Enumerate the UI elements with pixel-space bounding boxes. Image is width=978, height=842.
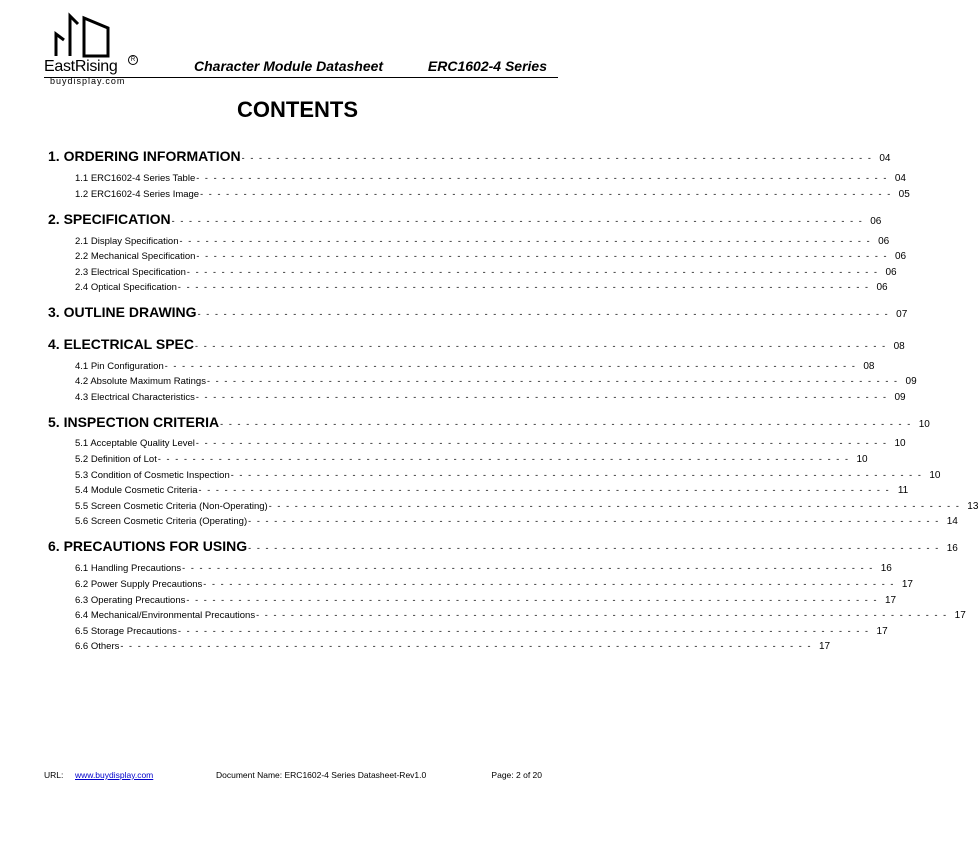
toc-page: 04 xyxy=(879,153,891,164)
toc-leader: - - - - - - - - - - - - - - - - - - - - - - - - - - - - - - - - - - - - - - - - - - - - - - - - - - - - - - - - - - - - - - - - - - - - - - - - - - - - - - - - xyxy=(157,454,850,464)
toc-leader: - - - - - - - - - - - - - - - - - - - - - - - - - - - - - - - - - - - - - - - - - - - - - - - - - - - - - - - - - - - - - - - - - - - - - - - - - - - - - - - - xyxy=(256,610,948,620)
toc-entry[interactable] xyxy=(48,211,882,227)
toc-page: 17 xyxy=(876,626,888,637)
toc-label: 4.1 Pin Configuration xyxy=(75,361,164,372)
registered-mark-icon: R xyxy=(128,55,138,65)
toc-label: 6.4 Mechanical/Environmental Precautions xyxy=(75,610,256,621)
toc-entry[interactable] xyxy=(75,563,892,574)
footer-page-number: Page: 2 of 20 xyxy=(491,770,542,780)
toc-page: 06 xyxy=(894,251,907,262)
toc-page: 17 xyxy=(954,610,966,621)
toc-label: 1.1 ERC1602-4 Series Table xyxy=(75,173,196,184)
toc-entry[interactable] xyxy=(75,579,913,590)
toc-entry[interactable] xyxy=(75,610,966,621)
toc-page: 11 xyxy=(897,485,909,496)
toc-label: 5.1 Acceptable Quality Level xyxy=(75,438,195,449)
toc-label: 6.2 Power Supply Precautions xyxy=(75,579,203,590)
toc-entry[interactable] xyxy=(75,485,909,496)
toc-page: 10 xyxy=(918,419,930,430)
toc-page: 17 xyxy=(818,641,831,652)
toc-label: 2.3 Electrical Specification xyxy=(75,267,186,278)
eastrising-logo-mark-icon xyxy=(52,12,112,62)
toc-label: 1.2 ERC1602-4 Series Image xyxy=(75,189,200,200)
page-header xyxy=(44,12,557,86)
footer-url-label: URL: xyxy=(44,770,64,780)
toc-page: 06 xyxy=(878,236,890,247)
toc-leader: - - - - - - - - - - - - - - - - - - - - - - - - - - - - - - - - - - - - - - - - - - - - - - - - - - - - - - - - - - - - - - - - - - - - - - - - - - - - - - - - xyxy=(268,501,961,511)
toc-page: 16 xyxy=(946,543,958,554)
toc-entry[interactable] xyxy=(75,189,910,200)
toc-entry[interactable] xyxy=(75,173,906,184)
toc-leader: - - - - - - - - - - - - - - - - - - - - - - - - - - - - - - - - - - - - - - - - - - - - - - - - - - - - - - - - - - - - - - - - - - - - - - - - - - - - - - - - xyxy=(171,216,864,226)
toc-page: 06 xyxy=(876,282,888,293)
toc-leader: - - - - - - - - - - - - - - - - - - - - - - - - - - - - - - - - - - - - - - - - - - - - - - - - - - - - - - - - - - - - - - - - - - - - - - - - - - - - - - - - xyxy=(196,173,888,183)
toc-entry[interactable] xyxy=(75,361,875,372)
toc-leader: - - - - - - - - - - - - - - - - - - - - - - - - - - - - - - - - - - - - - - - - - - - - - - - - - - - - - - - - - - - - - - - - - - - - - - - - - - - - - - - - xyxy=(177,626,870,636)
toc-label: 6.6 Others xyxy=(75,641,120,652)
toc-page: 05 xyxy=(898,189,910,200)
toc-label: 5.2 Definition of Lot xyxy=(75,454,157,465)
toc-label: 5.5 Screen Cosmetic Criteria (Non-Operating) xyxy=(75,501,268,512)
logo-wordmark: EastRising xyxy=(44,58,118,75)
toc-label: 3. OUTLINE DRAWING xyxy=(48,304,197,320)
toc-leader: - - - - - - - - - - - - - - - - - - - - - - - - - - - - - - - - - - - - - - - - - - - - - - - - - - - - - - - - - - - - - - - - - - - - - - - - - - - - - - - - xyxy=(220,419,912,429)
toc-leader: - - - - - - - - - - - - - - - - - - - - - - - - - - - - - - - - - - - - - - - - - - - - - - - - - - - - - - - - - - - - - - - - - - - - - - - - - - - - - - - - xyxy=(196,251,889,261)
eastrising-logo xyxy=(44,12,154,86)
toc-leader: - - - - - - - - - - - - - - - - - - - - - - - - - - - - - - - - - - - - - - - - - - - - - - - - - - - - - - - - - - - - - - - - - - - - - - - - - xyxy=(241,153,873,163)
toc-leader: - - - - - - - - - - - - - - - - - - - - - - - - - - - - - - - - - - - - - - - - - - - - - - - - - - - - - - - - - - - - - - - - - - - - - - - - - - - - - - - - xyxy=(177,282,870,292)
toc-entry[interactable] xyxy=(75,282,888,293)
toc-entry[interactable] xyxy=(75,236,890,247)
toc-page: 14 xyxy=(946,516,958,527)
toc-entry[interactable] xyxy=(75,470,941,481)
toc-page: 08 xyxy=(863,361,875,372)
toc-label: 6.1 Handling Precautions xyxy=(75,563,182,574)
toc-leader: - - - - - - - - - - - - - - - - - - - - - - - - - - - - - - - - - - - - - - - - - - - - - - - - - - - - - - - - - - - - - - - - - - - - - - - - - - - - - - - - xyxy=(164,361,857,371)
toc-label: 4. ELECTRICAL SPEC xyxy=(48,336,194,352)
toc-label: 2.2 Mechanical Specification xyxy=(75,251,196,262)
toc-leader: - - - - - - - - - - - - - - - - - - - - - - - - - - - - - - - - - - - - - - - - - - - - - - - - - - - - - - - - - - - - - - - - - - - - - - - - - - - - - - - - xyxy=(230,470,923,480)
toc-leader: - - - - - - - - - - - - - - - - - - - - - - - - - - - - - - - - - - - - - - - - - - - - - - - - - - - - - - - - - - - - - - - - - - - - - - - - - - - - - - - - xyxy=(206,376,899,386)
toc-entry[interactable] xyxy=(75,516,958,527)
toc-entry[interactable] xyxy=(75,251,907,262)
toc-leader: - - - - - - - - - - - - - - - - - - - - - - - - - - - - - - - - - - - - - - - - - - - - - - - - - - - - - - - - - - - - - - - - - - - - - - - - - - - - - - - - xyxy=(197,309,890,319)
toc-leader: - - - - - - - - - - - - - - - - - - - - - - - - - - - - - - - - - - - - - - - - - - - - - - - - - - - - - - - - - - - - - - - - - - - - - - - - - - - - - - - - xyxy=(120,641,813,651)
toc-page: 09 xyxy=(894,392,906,403)
toc-entry[interactable] xyxy=(75,626,888,637)
toc-label: 2.4 Optical Specification xyxy=(75,282,177,293)
toc-page: 16 xyxy=(880,563,892,574)
toc-leader: - - - - - - - - - - - - - - - - - - - - - - - - - - - - - - - - - - - - - - - - - - - - - - - - - - - - - - - - - - - - - - - - - - - - - - - - - - - - - - - - xyxy=(186,595,879,605)
toc-page: 08 xyxy=(893,341,905,352)
toc-label: 5.4 Module Cosmetic Criteria xyxy=(75,485,198,496)
toc-leader: - - - - - - - - - - - - - - - - - - - - - - - - - - - - - - - - - - - - - - - - - - - - - - - - - - - - - - - - - - - - - - - - - - - - - - - - - - - - - - - - xyxy=(186,267,879,277)
toc-entry[interactable] xyxy=(48,148,891,164)
toc-entry[interactable] xyxy=(75,267,897,278)
document-series: ERC1602-4 Series xyxy=(427,58,547,74)
footer-url-link[interactable]: www.buydisplay.com xyxy=(75,770,154,780)
toc-leader: - - - - - - - - - - - - - - - - - - - - - - - - - - - - - - - - - - - - - - - - - - - - - - - - - - - - - - - - - - - - - - - - - - - - - - - - - - - - - - - - xyxy=(203,579,895,589)
toc-label: 5.3 Condition of Cosmetic Inspection xyxy=(75,470,230,481)
toc-entry[interactable] xyxy=(48,538,958,554)
toc-entry[interactable] xyxy=(75,454,868,465)
contents-title: CONTENTS xyxy=(237,97,358,122)
toc-entry[interactable] xyxy=(48,336,905,352)
toc-entry[interactable] xyxy=(48,414,930,430)
toc-leader: - - - - - - - - - - - - - - - - - - - - - - - - - - - - - - - - - - - - - - - - - - - - - - - - - - - - - - - - - - - - - - - - - - - - - - - - - - - - - - - - xyxy=(195,392,888,402)
toc-label: 6. PRECAUTIONS FOR USING xyxy=(48,538,248,554)
toc-page: 17 xyxy=(901,579,913,590)
toc-entry[interactable] xyxy=(48,304,908,320)
toc-page: 10 xyxy=(929,470,941,481)
logo-url: buydisplay.com xyxy=(50,76,126,86)
toc-page: 04 xyxy=(894,173,906,184)
toc-page: 17 xyxy=(884,595,897,606)
toc-label: 1. ORDERING INFORMATION xyxy=(48,148,241,164)
toc-page: 07 xyxy=(896,309,908,320)
toc-page: 09 xyxy=(905,376,917,387)
toc-leader: - - - - - - - - - - - - - - - - - - - - - - - - - - - - - - - - - - - - - - - - - - - - - - - - - - - - - - - - - - - - - - - - - - - - - - - - - - - - - - - - xyxy=(248,516,940,526)
toc-label: 2.1 Display Specification xyxy=(75,236,179,247)
toc-label: 2. SPECIFICATION xyxy=(48,211,171,227)
toc-entry[interactable] xyxy=(75,438,906,449)
toc-leader: - - - - - - - - - - - - - - - - - - - - - - - - - - - - - - - - - - - - - - - - - - - - - - - - - - - - - - - - - - - - - - - - - - - - - - - - - - - - - - - - xyxy=(195,341,887,351)
toc-page: 06 xyxy=(885,267,897,278)
toc-entry[interactable] xyxy=(75,501,978,512)
toc-entry[interactable] xyxy=(75,392,906,403)
toc-leader: - - - - - - - - - - - - - - - - - - - - - - - - - - - - - - - - - - - - - - - - - - - - - - - - - - - - - - - - - - - - - - - - - - - - - - - - - - - - - - - - xyxy=(248,543,940,553)
document-title: Character Module Datasheet xyxy=(194,58,384,74)
toc-label: 6.3 Operating Precautions xyxy=(75,595,186,606)
toc-entry[interactable] xyxy=(75,376,917,387)
toc-page: 13 xyxy=(967,501,978,512)
toc-label: 5.6 Screen Cosmetic Criteria (Operating) xyxy=(75,516,248,527)
toc-leader: - - - - - - - - - - - - - - - - - - - - - - - - - - - - - - - - - - - - - - - - - - - - - - - - - - - - - - - - - - - - - - - - - - - - - - - - - - - - - - - - xyxy=(200,189,892,199)
toc-label: 4.2 Absolute Maximum Ratings xyxy=(75,376,206,387)
toc-label: 4.3 Electrical Characteristics xyxy=(75,392,195,403)
toc-entry[interactable] xyxy=(75,595,897,606)
toc-leader: - - - - - - - - - - - - - - - - - - - - - - - - - - - - - - - - - - - - - - - - - - - - - - - - - - - - - - - - - - - - - - - - - - - - - - - - - - - - - - - - xyxy=(195,438,888,448)
toc-label: 5. INSPECTION CRITERIA xyxy=(48,414,220,430)
footer-document-name: Document Name: ERC1602-4 Series Datasheet-Rev1.0 xyxy=(216,770,427,780)
toc-page: 10 xyxy=(894,438,906,449)
toc-leader: - - - - - - - - - - - - - - - - - - - - - - - - - - - - - - - - - - - - - - - - - - - - - - - - - - - - - - - - - - - - - - - - - - - - - - - - - - - - - - - - xyxy=(182,563,874,573)
header-divider xyxy=(44,77,558,78)
toc-page: 06 xyxy=(870,216,882,227)
toc-label: 6.5 Storage Precautions xyxy=(75,626,177,637)
toc-page: 10 xyxy=(856,454,868,465)
toc-leader: - - - - - - - - - - - - - - - - - - - - - - - - - - - - - - - - - - - - - - - - - - - - - - - - - - - - - - - - - - - - - - - - - - - - - - - - - - - - - - - - xyxy=(179,236,872,246)
toc-entry[interactable] xyxy=(75,641,831,652)
toc-leader: - - - - - - - - - - - - - - - - - - - - - - - - - - - - - - - - - - - - - - - - - - - - - - - - - - - - - - - - - - - - - - - - - - - - - - - - - - - - - - - - xyxy=(198,485,891,495)
